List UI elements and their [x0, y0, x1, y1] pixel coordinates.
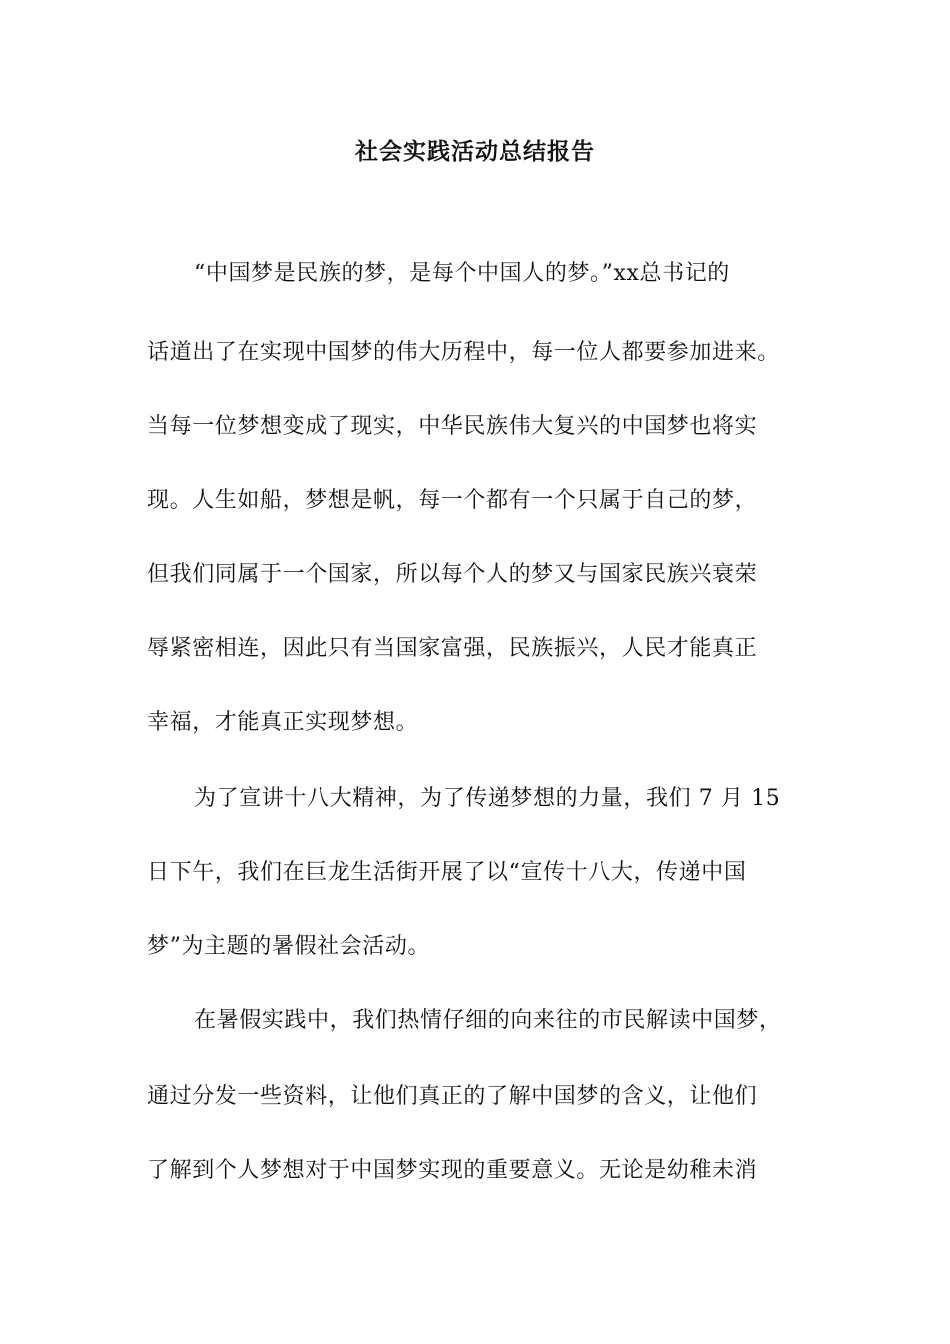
paragraph-2-line-2: 日下午，我们在巨龙生活街开展了以“宣传十八大，传递中国: [147, 860, 747, 885]
paragraph-1-line-6: 辱紧密相连，因此只有当国家富强，民族振兴，人民才能真正: [147, 636, 758, 661]
paragraph-3-line-3: 了解到个人梦想对于中国梦实现的重要意义。无论是幼稚未消: [147, 1158, 758, 1183]
paragraph-2-line-3: 梦”为主题的暑假社会活动。: [147, 934, 431, 959]
document-title: 社会实践活动总结报告: [355, 138, 595, 165]
paragraph-1-line-5: 但我们同属于一个国家，所以每个人的梦又与国家民族兴衰荣: [147, 562, 758, 587]
paragraph-3-line-1: 在暑假实践中，我们热情仔细的向来往的市民解读中国梦，: [194, 1008, 782, 1033]
paragraph-1-line-7: 幸福，才能真正实现梦想。: [147, 710, 419, 735]
paragraph-1-line-2: 话道出了在实现中国梦的伟大历程中，每一位人都要参加进来。: [147, 340, 780, 365]
paragraph-1-line-1: “中国梦是民族的梦，是每个中国人的梦。”xx总书记的: [194, 261, 730, 286]
paragraph-3-line-2: 通过分发一些资料，让他们真正的了解中国梦的含义，让他们: [147, 1084, 758, 1109]
paragraph-1-line-3: 当每一位梦想变成了现实，中华民族伟大复兴的中国梦也将实: [147, 414, 758, 439]
paragraph-2-line-1: 为了宣讲十八大精神，为了传递梦想的力量，我们 7 月 15: [194, 786, 781, 811]
paragraph-1-line-4: 现。人生如船，梦想是帆，每一个都有一个只属于自己的梦，: [147, 488, 758, 513]
